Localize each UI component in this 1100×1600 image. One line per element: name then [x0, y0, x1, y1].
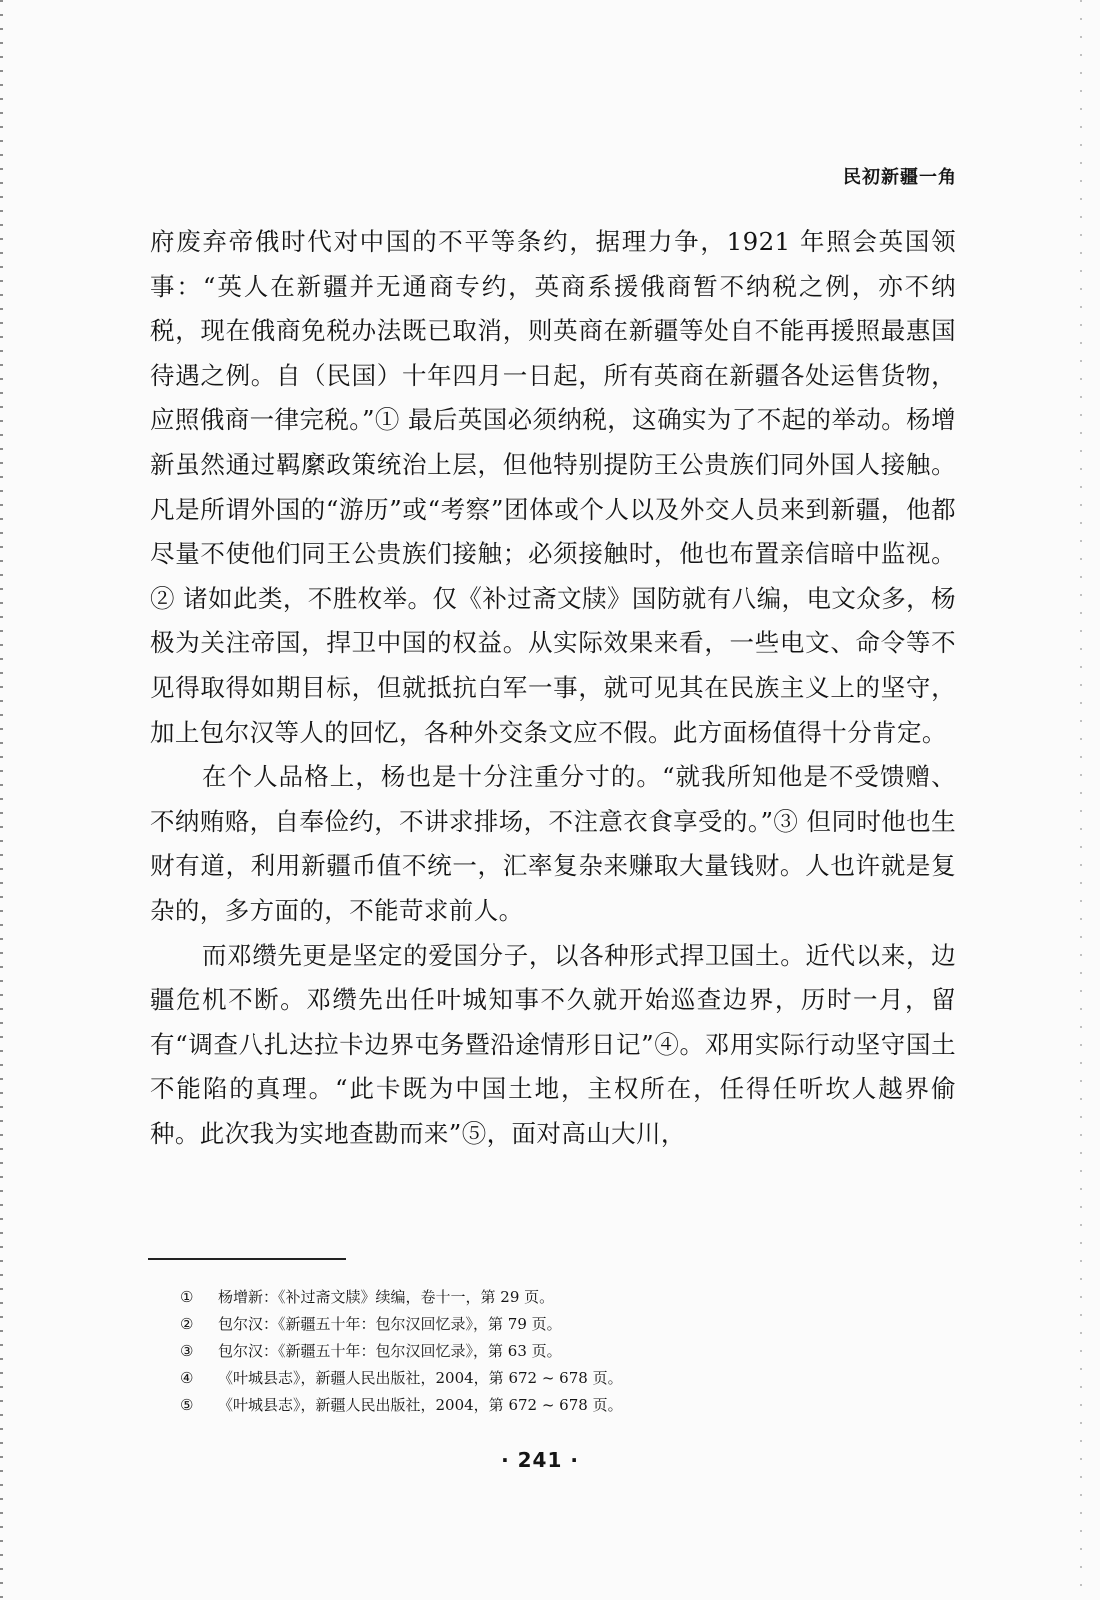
footnote-text: 包尔汉：《新疆五十年：包尔汉回忆录》，第 79 页。: [218, 1315, 562, 1333]
paragraph-2: 在个人品格上，杨也是十分注重分寸的。“就我所知他是不受馈赠、不纳贿赂，自奉俭约，不讲求排场，不注意衣食享受的。”③ 但同时他也生财有道，利用新疆币值不统一，汇率复杂来赚取大量钱财。人也许就是复杂的，多方面的，不能苛求前人。: [150, 762, 956, 925]
footnote-mark: ⑤: [180, 1396, 194, 1414]
running-head: 民初新疆一角: [843, 167, 957, 188]
footnote-mark: ②: [180, 1315, 194, 1333]
footnote-text: 《叶城县志》，新疆人民出版社，2004，第 672 ~ 678 页。: [218, 1369, 623, 1387]
footnote-text: 《叶城县志》，新疆人民出版社，2004，第 672 ~ 678 页。: [218, 1396, 623, 1414]
page-number: · 241 ·: [501, 1448, 579, 1472]
footnote-text: 包尔汉：《新疆五十年：包尔汉回忆录》，第 63 页。: [218, 1342, 562, 1360]
footnote-3: [180, 1338, 940, 1365]
paragraph-1: 府废弃帝俄时代对中国的不平等条约，据理力争，1921 年照会英国领事：“英人在新疆并无通商专约，英商系援俄商暂不纳税之例，亦不纳税，现在俄商免税办法既已取消，则英商在新疆等处自不能再援照最惠国待遇之例。自（民国）十年四月一日起，所有英商在新疆各处运售货物，应照俄商一律完税。”① 最后英国必须纳税，这确实为了不起的举动。杨增新虽然通过羁縻政策统治上层，但他特别提防王公贵族们同外国人接触。凡是所谓外国的“游历”或“考察”团体或个人以及外交人员来到新疆，他都尽量不使他们同王公贵族们接触；必须接触时，他也布置亲信暗中监视。② 诸如此类，不胜枚举。仅《补过斋文牍》国防就有八编，电文众多，杨极为关注帝国，捍卫中国的权益。从实际效果来看，一些电文、命令等不见得取得如期目标，但就抵抗白军一事，就可见其在民族主义上的坚守，加上包尔汉等人的回忆，各种外交条文应不假。此方面杨值得十分肯定。: [150, 227, 956, 747]
paragraph-3: 而邓缵先更是坚定的爱国分子，以各种形式捍卫国土。近代以来，边疆危机不断。邓缵先出任叶城知事不久就开始巡查边界，历时一月，留有“调查八扎达拉卡边界屯务暨沿途情形日记”④。邓用实际行动坚守国土不能陷的真理。“此卡既为中国土地，主权所在，任得任听坎人越界偷种。此次我为实地查勘而来”⑤，面对高山大川，: [150, 940, 956, 1148]
footnotes: [180, 1284, 940, 1419]
footnote-mark: ④: [180, 1369, 194, 1387]
footnote-1: [180, 1284, 940, 1311]
footnote-4: [180, 1365, 940, 1392]
footnote-mark: ①: [180, 1288, 194, 1306]
footnote-text: 杨增新：《补过斋文牍》续编，卷十一，第 29 页。: [218, 1288, 555, 1306]
scan-edge-right: [1080, 0, 1082, 1600]
footnote-5: [180, 1392, 940, 1419]
body-text: [150, 220, 956, 1156]
footnote-mark: ③: [180, 1342, 194, 1360]
footnote-2: [180, 1311, 940, 1338]
footnote-rule: [148, 1258, 346, 1260]
scan-edge-left: [0, 0, 3, 1600]
